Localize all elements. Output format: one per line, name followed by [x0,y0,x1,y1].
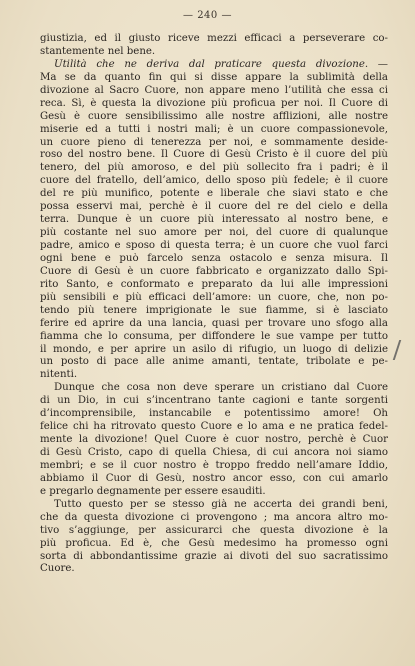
text-line: felice chi ha ritrovato questo Cuore e lo ama e ne pratica fedel- [40,421,388,433]
text-line: Ma se da quanto fin qui si disse appare la sublimità della [40,71,388,83]
text-line: rito Santo, e conformato e preparato da lui alle impressioni [40,278,388,290]
text-line: ogni bene e può farcelo senza ostacolo e senza misura. Il [40,252,388,264]
page-body-text [40,33,388,576]
text-line: Gesù è cuore sensibilissimo alle nostre afflizioni, alle nostre [40,110,388,122]
text-line: possa esservi mai, perchè è il cuore del re del cielo e della [40,201,388,213]
text-line: roso del nostro bene. Il Cuore di Gesù Cristo è il cuore del più [40,149,388,161]
text-line: fiamma che lo consuma, per diffondere le sue vampe per tutto [40,330,388,342]
text-line: tivo s’aggiunge, per assicurarci che questa divozione è la [40,524,388,536]
text-line: nitenti. [40,369,78,381]
text-line: padre, amico e sposo di questa terra; è un cuore che vuol farci [40,240,388,251]
text-line: cuore del fratello, dell’amico, dello sposo più fedele; è il cuore [40,175,388,187]
text-line: più proficua. Ed è, che Gesù medesimo ha promesso ogni [40,537,388,549]
text-line: mente la divozione! Quel Cuore è cuor nostro, perchè è Cuor [40,434,388,446]
text-line: reca. Sì, è questa la divozione più proficua per noi. Il Cuore di [40,97,388,109]
text-line: tendo più tenere imprigionate le sue fiamme, si è lasciato [40,304,388,316]
text-line: e pregarlo degnamente per essere esauditi. [40,485,266,497]
page-number: — 240 — [183,10,232,21]
text-line: più costante nel suo amore per noi, del cuore di qualunque [40,227,388,239]
text-line: sorta di abbondantissime grazie ai divoti del suo sacratissimo [40,550,388,562]
text-line: giustizia, ed il giusto riceve mezzi efficaci a perseverare co- [40,33,388,44]
text-line: divozione al Sacro Cuore, non appare meno l’utilità che essa ci [40,84,388,96]
text-line: membri; e se il cuor nostro è troppo freddo nell’amare Iddio, [40,459,388,471]
text-line: terra. Dunque è un cuore più interessato al nostro bene, e [40,214,388,226]
text-line: tenero, del più amoroso, e del più sollecito fra i padri; è il [40,162,388,174]
text-line: più sensibili e più efficaci dell’amore: un cuore, che, non po- [40,291,388,303]
text-line: di Gesù Cristo, capo di quella Chiesa, di cui ancora noi siamo [40,447,388,458]
text-line: Tutto questo per se stesso già ne accerta dei grandi beni, [54,498,388,510]
text-line: stantemente nel bene. [40,45,156,57]
text-line: miserie ed a tutti i nostri mali; è un cuore compassionevole, [40,123,388,135]
margin-pencil-mark [393,340,407,360]
text-line: un posto di pace alle anime amanti, tentate, tribolate e pe- [40,356,388,368]
text-line: ferire ed aprire da una lancia, quasi per trovare uno sfogo alla [40,317,388,329]
text-line: Cuore di Gesù è un cuore fabbricato e organizzato dallo Spi- [40,265,388,277]
text-line: d’incomprensibile, instancabile e potentissimo amore! Oh [40,408,388,420]
text-line: Dunque che cosa non deve sperare un cristiano dal Cuore [54,382,388,394]
text-line: del re più munifico, potente e liberale che siavi stato e che [40,188,388,200]
text-line: Utilità che ne deriva dal praticare questa divozione. — [54,58,388,70]
text-line: abbiamo il Cuor di Gesù, nostro ancor esso, con cui amarlo [40,472,388,484]
text-line: il mondo, e per aprire un asilo di rifugio, un luogo di delizie [40,343,388,355]
text-line: un cuore pieno di tenerezza per noi, e sommamente deside- [40,136,388,148]
text-line: che da questa divozione ci provengono ; ma ancora altro mo- [40,511,388,523]
text-line: di un Dio, in cui s’incentrano tante cagioni e tante sorgenti [40,395,388,407]
text-line: Cuore. [40,563,75,575]
